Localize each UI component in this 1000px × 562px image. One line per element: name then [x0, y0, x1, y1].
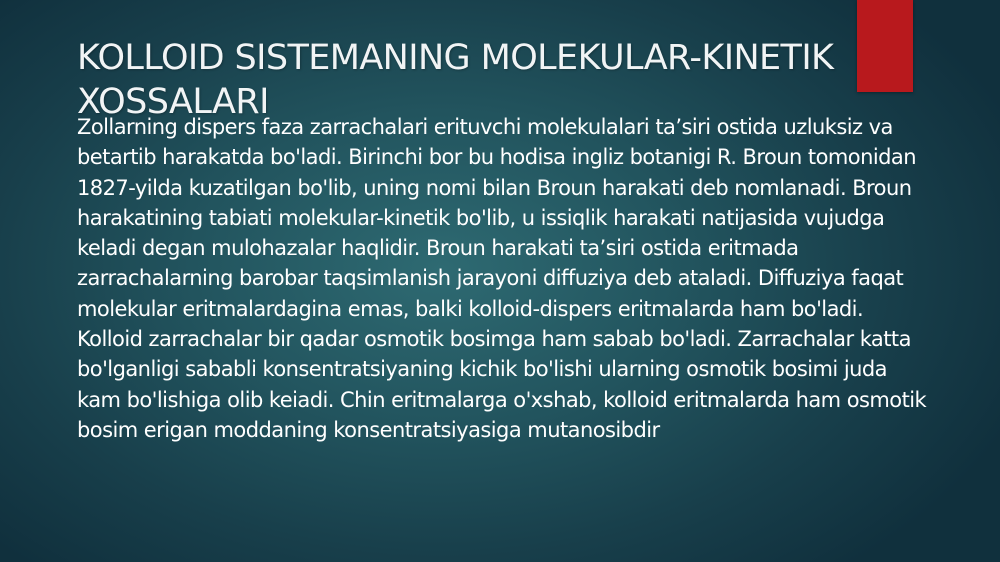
slide-title: KOLLOID SISTEMANING MOLEKULAR-KINETIK XOSSALARI: [77, 38, 834, 122]
slide-body-text: Zollarning dispers faza zarrachalari erituvchi molekulalari ta’siri ostida uzluksiz va betartib harakatda bo'ladi. Birinchi bor bu hodisa ingliz botanigi R. Broun tomonidan 1827-yilda kuzatilgan bo'lib, uning nomi bilan Broun harakati deb nomlanadi. Broun harakatining tabiati molekular-kinetik bo'lib, u issiqlik harakati natijasida vujudga keladi degan mulohazalar haqlidir. Broun harakati ta’siri ostida eritmada zarrachalarning barobar taqsimlanish jarayoni diffuziya deb ataladi. Diffuziya faqat molekular eritmalardagina emas, balki kolloid-dispers eritmalarda ham bo'ladi. Kolloid zarrachalar bir qadar osmotik bosimga ham sabab bo'ladi. Zarrachalar katta bo'lganligi sababli konsentratsiyaning kichik bo'lishi ularning osmotik bosimi juda kam bo'lishiga olib keiadi. Chin eritmalarga o'xshab, kolloid eritmalarda ham osmotik bosim erigan moddaning konsentratsiyasiga mutanosibdir: [77, 115, 927, 442]
